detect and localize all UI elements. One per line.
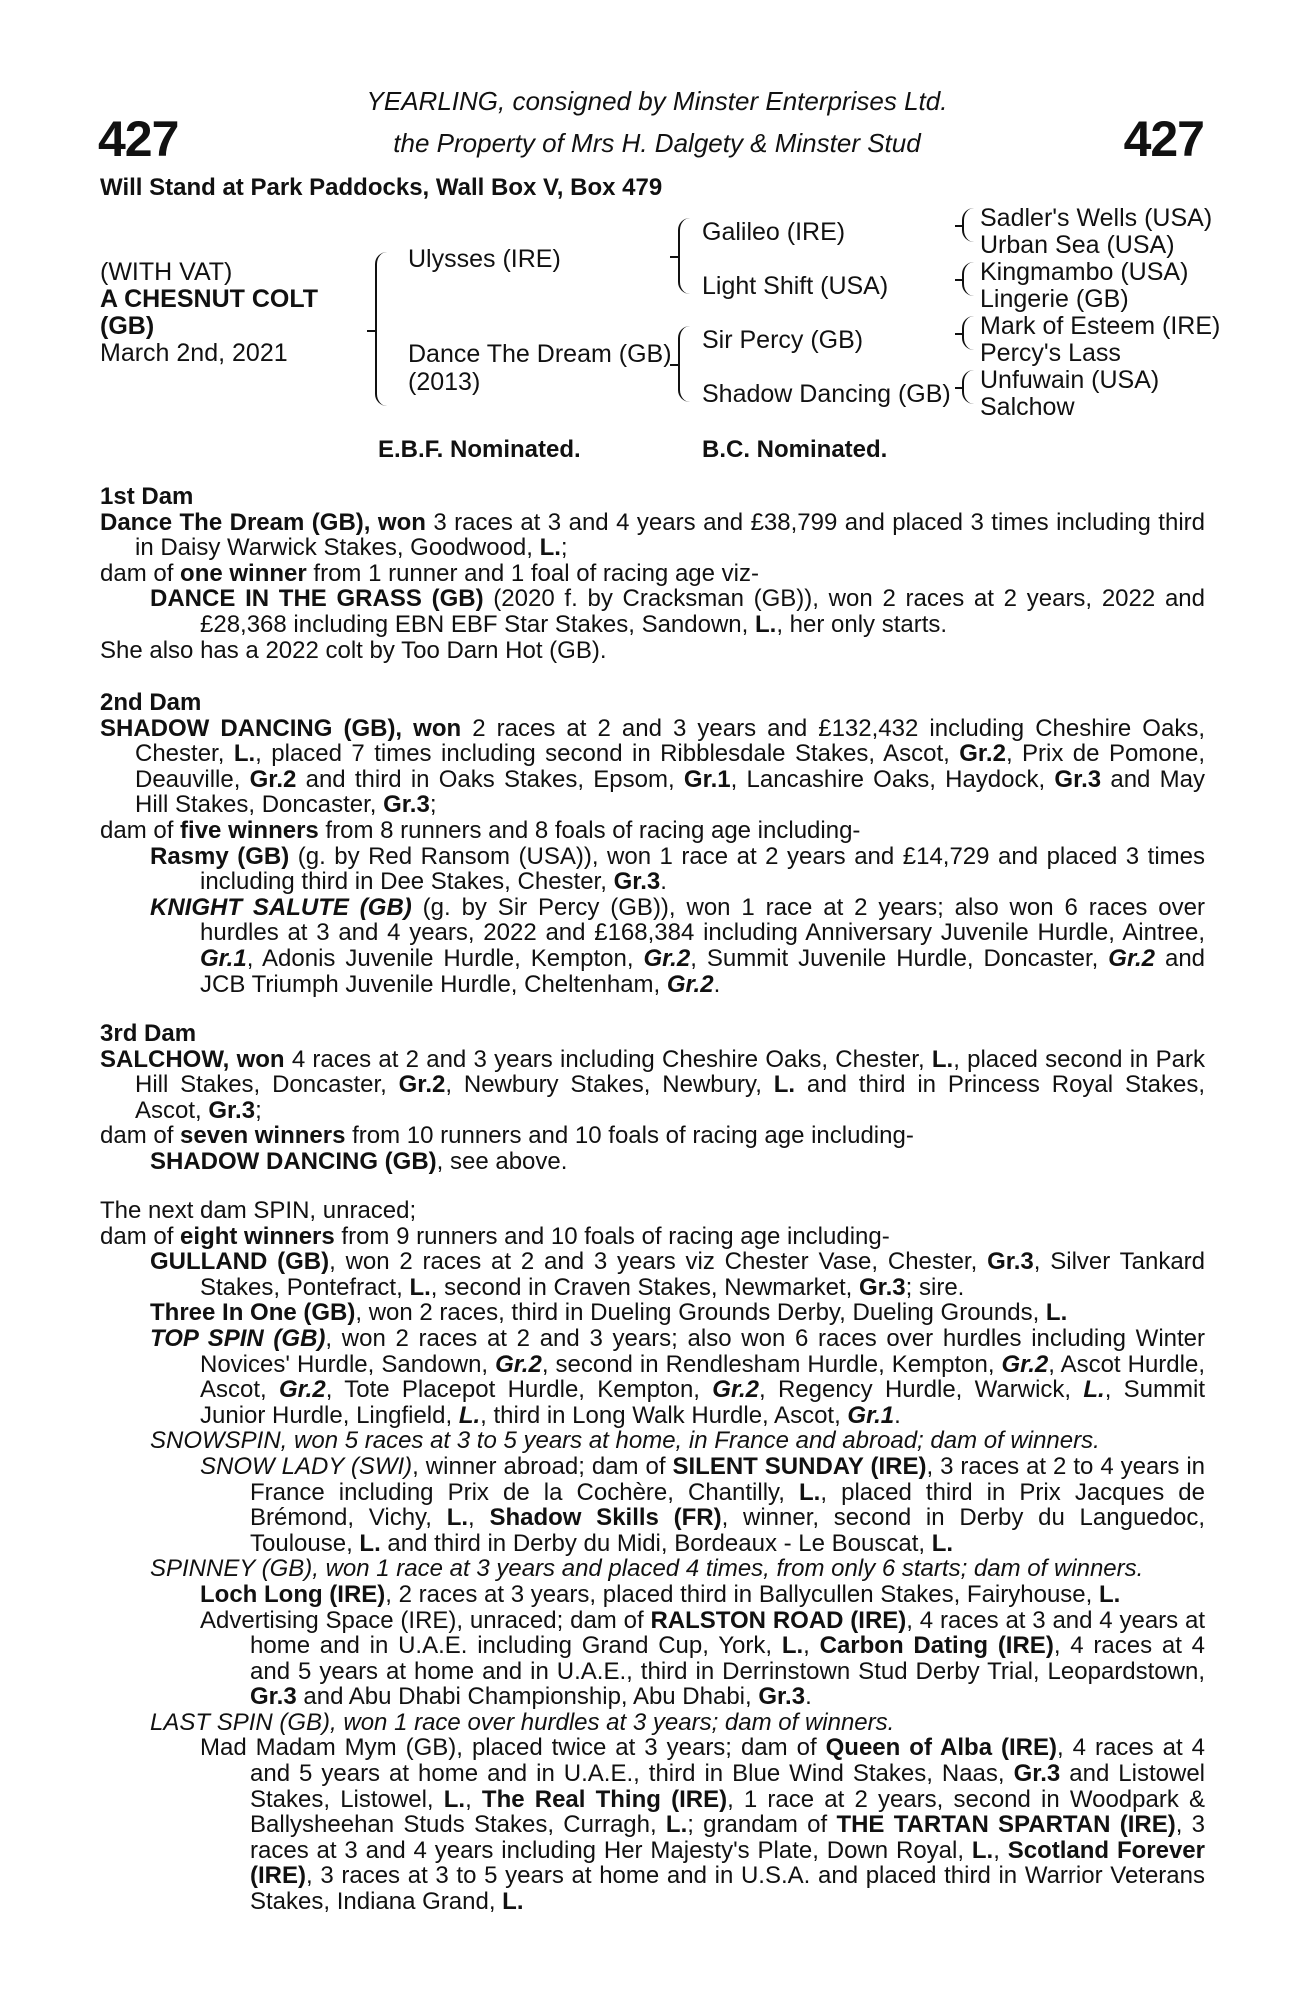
- bc-nomination: B.C. Nominated.: [702, 436, 888, 463]
- also-note: She also has a 2022 colt by Too Darn Hot (GB).: [100, 636, 607, 664]
- section-heading: 2nd Dam: [100, 689, 202, 716]
- produce-summary: dam of five winners from 8 runners and 8 foals of racing age including-: [100, 816, 861, 844]
- dam-record: Dance The Dream (GB), won 3 races at 3 and 4 years and £38,799 and placed 3 times including third in Daisy Warwick Stakes, Goodwood, L.;: [100, 508, 1205, 562]
- ped-dsd: Percy's Lass: [980, 339, 1121, 367]
- produce-entry: SNOW LADY (SWI), winner abroad; dam of SILENT SUNDAY (IRE), 3 races at 2 to 4 years in France including Prix de la Cochère, Chantilly, L., placed third in Prix Jacques de Brémond, Vichy, L., Shadow Skills (FR), winner, second in Derby du Languedoc, Toulouse, L. and third in Derby du Midi, Bordeaux - Le Bouscat, L.: [200, 1452, 1206, 1557]
- dam-dam: Shadow Dancing (GB): [702, 380, 951, 408]
- stand-location: Will Stand at Park Paddocks, Wall Box V, Box 479: [100, 174, 663, 201]
- ped-sdd: Lingerie (GB): [980, 285, 1129, 313]
- produce-entry: TOP SPIN (GB), won 2 races at 2 and 3 years; also won 6 races over hurdles including Winter Novices' Hurdle, Sandown, Gr.2, second in Rendlesham Hurdle, Kempton, Gr.2, Ascot Hurdle, Ascot, Gr.2, Tote Placepot Hurdle, Kempton, Gr.2, Regency Hurdle, Warwick, L., Summit Junior Hurdle, Lingfield, L., third in Long Walk Hurdle, Ascot, Gr.1.: [150, 1324, 1206, 1429]
- produce-summary: dam of eight winners from 9 runners and 10 foals of racing age including-: [100, 1222, 890, 1250]
- produce-entry: Advertising Space (IRE), unraced; dam of RALSTON ROAD (IRE), 4 races at 3 and 4 years at home and in U.A.E. including Grand Cup, York, L., Carbon Dating (IRE), 4 races at 4 and 5 years at home and in U.A.E., third in Derrinstown Stud Derby Trial, Leopardstown, Gr.3 and Abu Dhabi Championship, Abu Dhabi, Gr.3.: [200, 1606, 1205, 1711]
- ped-dss: Mark of Esteem (IRE): [980, 312, 1221, 340]
- sire-sire: Galileo (IRE): [702, 218, 846, 246]
- ped-ddd: Salchow: [980, 393, 1075, 421]
- property-line: the Property of Mrs H. Dalgety & Minster Stud: [393, 128, 921, 158]
- date-of-birth: March 2nd, 2021: [100, 339, 288, 367]
- subject-name-2: (GB): [100, 312, 155, 340]
- dam-record: SALCHOW, won 4 races at 2 and 3 years including Cheshire Oaks, Chester, L., placed second in Park Hill Stakes, Doncaster, Gr.2, Newbury Stakes, Newbury, L. and third in Princess Royal Stakes, Ascot, Gr.3;: [100, 1045, 1206, 1124]
- produce-entry: SPINNEY (GB), won 1 race at 3 years and placed 4 times, from only 6 starts; dam of winners.: [150, 1555, 1144, 1583]
- lot-number-left: 427: [98, 111, 179, 167]
- produce-entry: KNIGHT SALUTE (GB) (g. by Sir Percy (GB)), won 1 race at 2 years; also won 6 races over hurdles at 3 and 4 years, 2022 and £168,384 including Anniversary Juvenile Hurdle, Aintree, Gr.1, Adonis Juvenile Hurdle, Kempton, Gr.2, Summit Juvenile Hurdle, Doncaster, Gr.2 and JCB Triumph Juvenile Hurdle, Cheltenham, Gr.2.: [150, 893, 1206, 998]
- dam-sire: Sir Percy (GB): [702, 326, 864, 354]
- dam: Dance The Dream (GB): [408, 340, 672, 368]
- produce-entry: Mad Madam Mym (GB), placed twice at 3 years; dam of Queen of Alba (IRE), 4 races at 4 and 5 years at home and in U.A.E., third in Blue Wind Stakes, Naas, Gr.3 and Listowel Stakes, Listowel, L., The Real Thing (IRE), 1 race at 2 years, second in Woodpark & Ballysheehan Studs Stakes, Curragh, L.; grandam of THE TARTAN SPARTAN (IRE), 3 races at 3 and 4 years including Her Majesty's Plate, Down Royal, L., Scotland Forever (IRE), 3 races at 3 to 5 years at home and in U.S.A. and placed third in Warrior Veterans Stakes, Indiana Grand, L.: [200, 1734, 1206, 1916]
- ebf-nomination: E.B.F. Nominated.: [378, 436, 581, 463]
- ped-ssd: Urban Sea (USA): [980, 231, 1175, 259]
- ped-sss: Sadler's Wells (USA): [980, 204, 1213, 232]
- ped-sds: Kingmambo (USA): [980, 258, 1189, 286]
- produce-entry: Loch Long (IRE), 2 races at 3 years, placed third in Ballycullen Stakes, Fairyhouse, L.: [200, 1580, 1121, 1608]
- second-dam-section: [100, 690, 1205, 997]
- section-heading: 3rd Dam: [100, 1020, 197, 1047]
- dam-record: SHADOW DANCING (GB), won 2 races at 2 and 3 years and £132,432 including Cheshire Oaks, Chester, L., placed 7 times including second in Ribblesdale Stakes, Ascot, Gr.2, Prix de Pomone, Deauville, Gr.2 and third in Oaks Stakes, Epsom, Gr.1, Lancashire Oaks, Haydock, Gr.3 and May Hill Stakes, Doncaster, Gr.3;: [100, 714, 1206, 819]
- produce-entry: LAST SPIN (GB), won 1 race over hurdles at 3 years; dam of winners.: [150, 1708, 895, 1736]
- next-dam-section: [100, 1198, 1205, 1915]
- third-dam-section: [100, 1021, 1205, 1175]
- next-dam-intro: The next dam SPIN, unraced;: [100, 1197, 417, 1224]
- pedigree-brace-sire: [678, 218, 694, 294]
- dam-year: (2013): [408, 368, 481, 396]
- produce-entry: SNOWSPIN, won 5 races at 3 to 5 years at home, in France and abroad; dam of winners.: [150, 1427, 1100, 1455]
- produce-summary: dam of one winner from 1 runner and 1 foal of racing age viz-: [100, 559, 759, 587]
- consignor-line: YEARLING, consigned by Minster Enterprises Ltd.: [366, 86, 948, 116]
- sire-dam: Light Shift (USA): [702, 272, 889, 300]
- ped-dds: Unfuwain (USA): [980, 366, 1160, 394]
- pedigree-brace-dam: [678, 326, 694, 402]
- produce-summary: dam of seven winners from 10 runners and 10 foals of racing age including-: [100, 1122, 914, 1150]
- produce-entry: DANCE IN THE GRASS (GB) (2020 f. by Cracksman (GB)), won 2 races at 2 years, 2022 and £28,368 including EBN EBF Star Stakes, Sandown, L., her only starts.: [150, 585, 1205, 638]
- produce-entry: Three In One (GB), won 2 races, third in Dueling Grounds Derby, Dueling Grounds, L.: [150, 1299, 1068, 1327]
- first-dam-section: [100, 484, 1205, 663]
- section-heading: 1st Dam: [100, 483, 194, 510]
- subject-name-1: A CHESNUT COLT: [100, 285, 319, 313]
- sire: Ulysses (IRE): [408, 245, 561, 273]
- lot-number-right: 427: [1123, 111, 1204, 167]
- pedigree-brace-main: [375, 252, 391, 406]
- produce-entry: Rasmy (GB) (g. by Red Ransom (USA)), won 1 race at 2 years and £14,729 and placed 3 times including third in Dee Stakes, Chester, Gr.3.: [150, 842, 1205, 896]
- vat-label: (WITH VAT): [100, 258, 233, 286]
- produce-entry: SHADOW DANCING (GB), see above.: [150, 1147, 568, 1175]
- produce-entry: GULLAND (GB), won 2 races at 2 and 3 years viz Chester Vase, Chester, Gr.3, Silver Tankard Stakes, Pontefract, L., second in Craven Stakes, Newmarket, Gr.3; sire.: [150, 1248, 1205, 1301]
